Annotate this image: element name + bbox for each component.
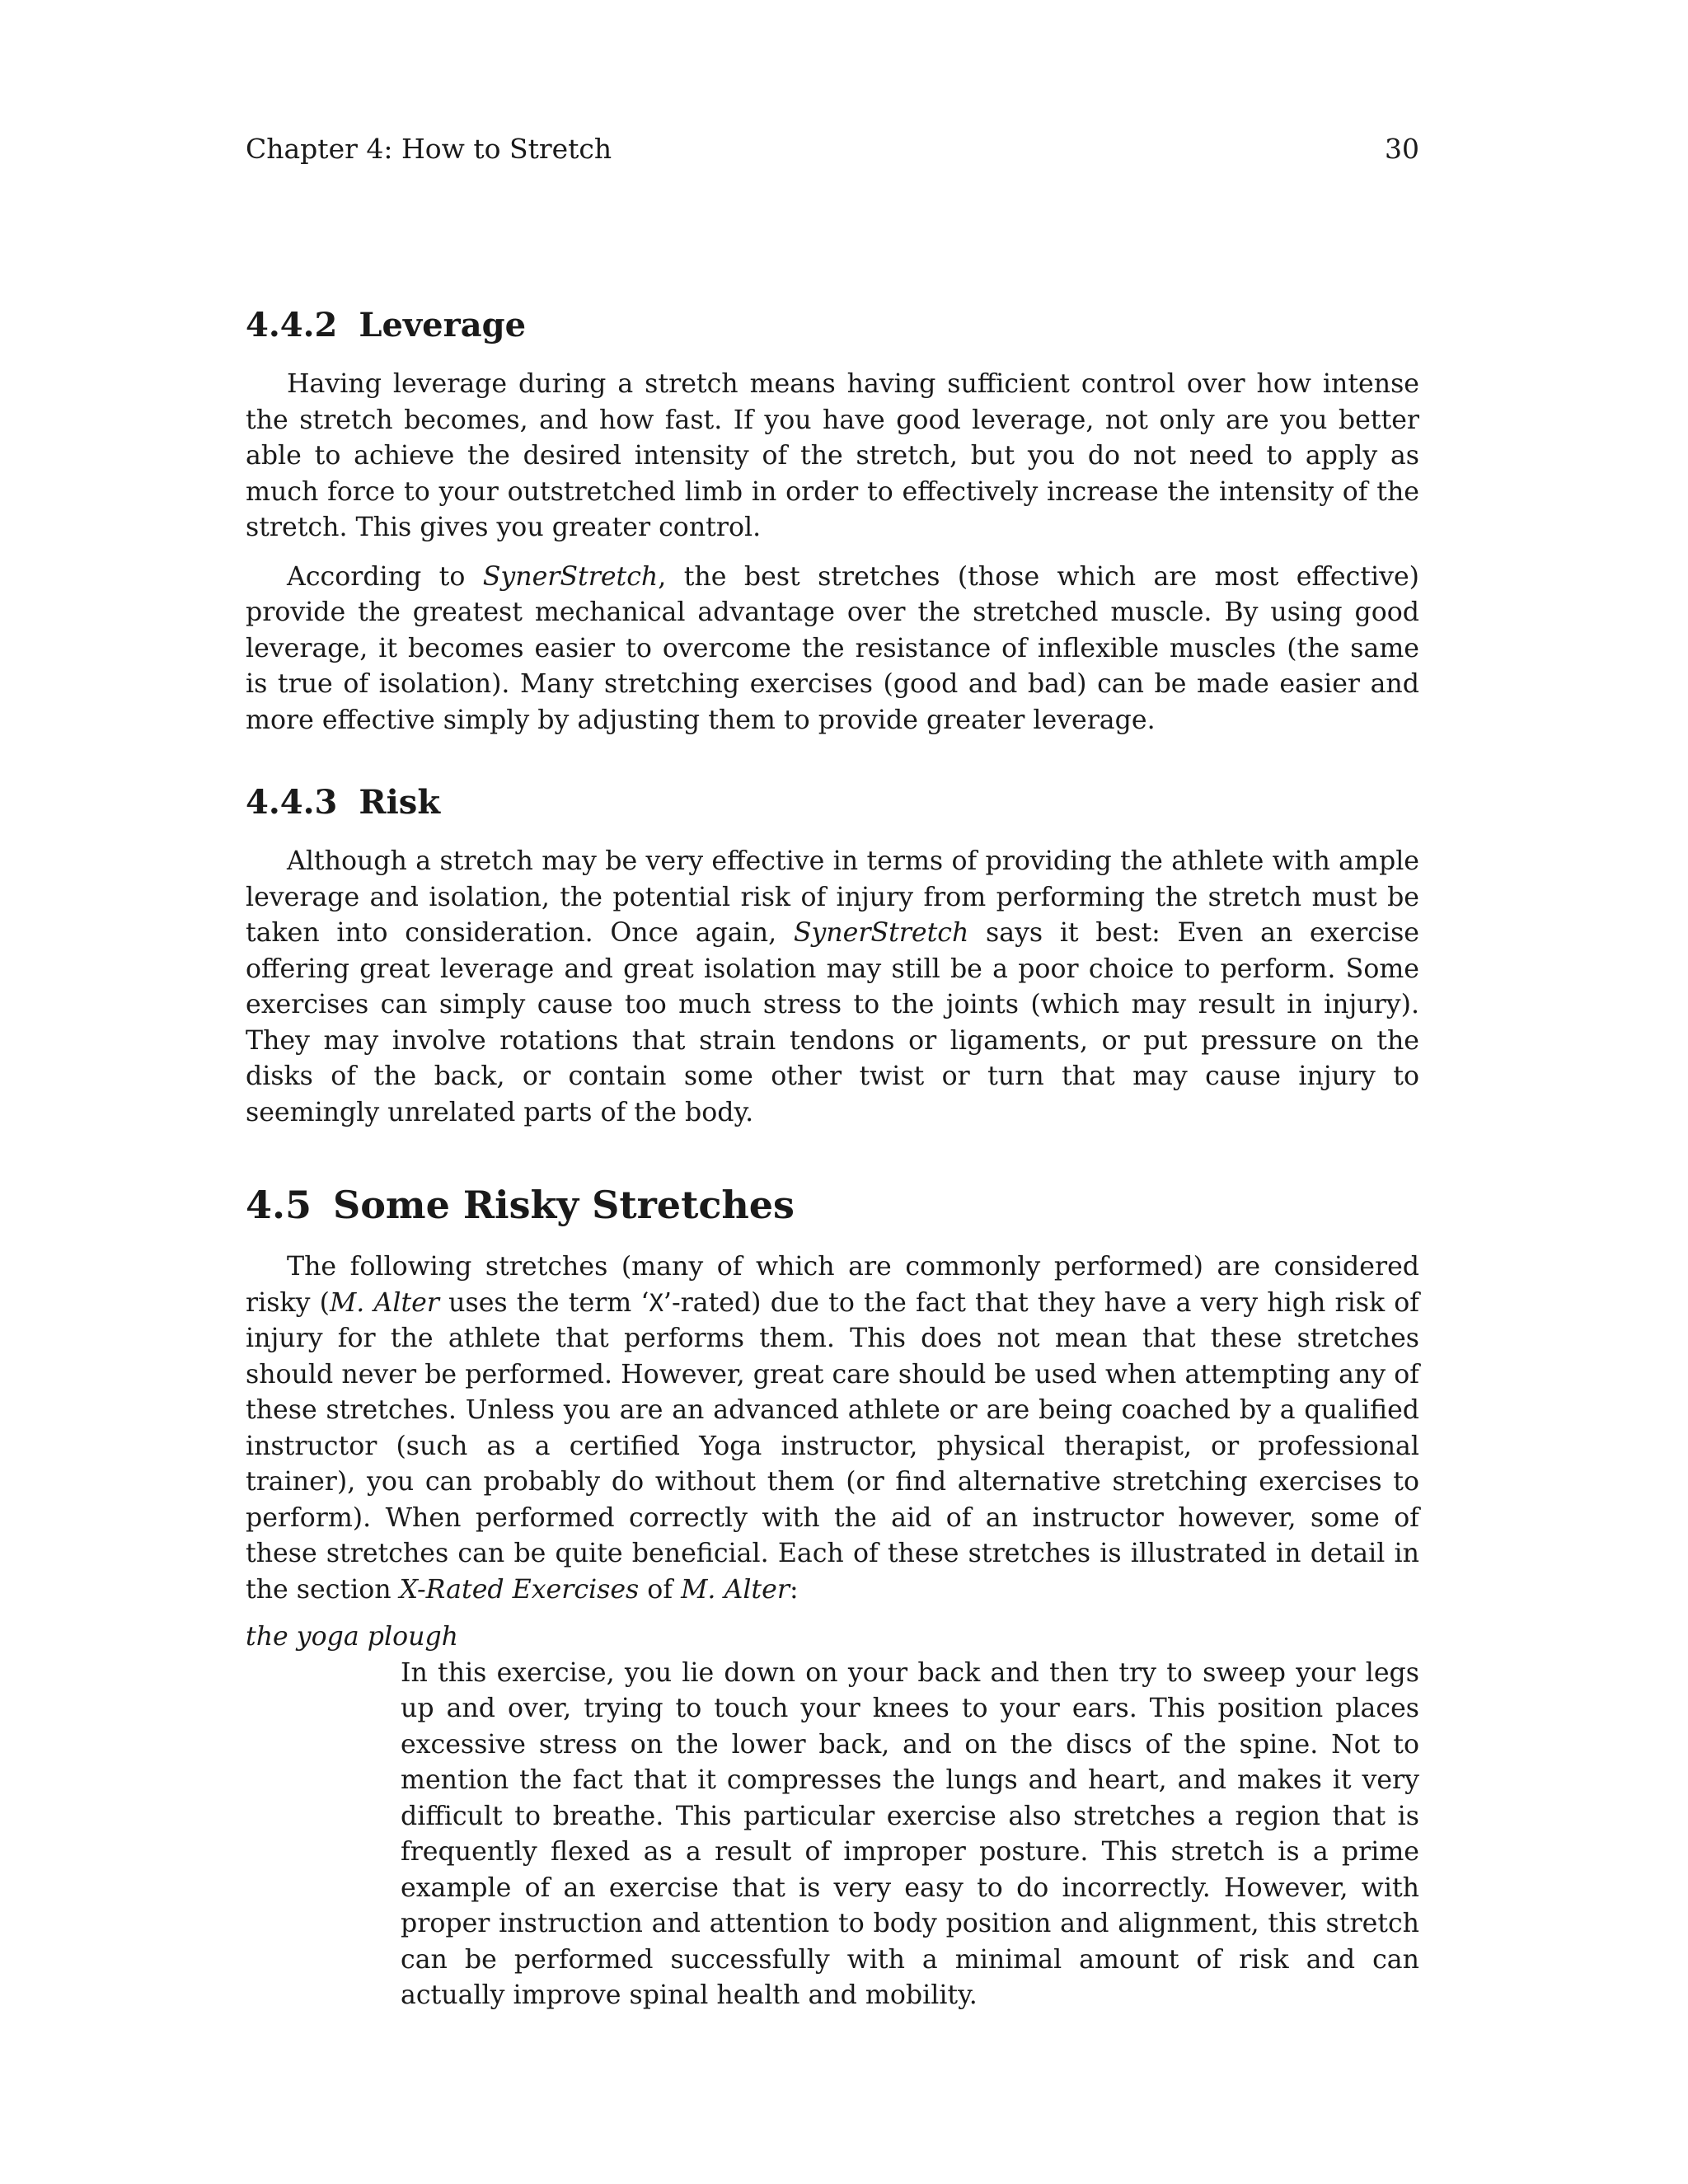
reference-m-alter: M. Alter (681, 1574, 790, 1605)
description-term-yoga-plough: the yoga plough (246, 1622, 459, 1652)
text-run: Although a stretch may be very effective in terms of providing the athlete with ample leverage and isolation, the potential risk of injury from performing the stretch must be taken into consideration. Once again, (246, 846, 1419, 948)
text-run: ’-rated) due to the fact that they have a very high risk of injury for the athlete that performs them. This does not mean that these stretches should never be performed. However, great care should be used when attempting any of these stretches. Unless you are an advanced athlete or are being coached by a qualified instructor (such as a certified Yoga instructor, physical therapist, or professional trainer), you can probably do without them (or find alternative stretching exercises to perform). When performed correctly with the aid of an instructor however, some of these stretches can be quite beneficial. Each of these stretches is illustrated in detail in the section (246, 1287, 1419, 1605)
reference-synerstretch: SynerStretch (482, 561, 659, 592)
text-run: : (789, 1574, 799, 1605)
text-run: of (639, 1574, 682, 1605)
section-number: 4.4.3 (246, 783, 338, 822)
paragraph-leverage-2 (246, 560, 1419, 739)
description-yoga-plough: In this exercise, you lie down on your back and then try to sweep your legs up and over, trying to touch your knees to your ears. This position places excessive stress on the lower back, and on the discs of the spine. Not to mention the fact that it compresses the lungs and heart, and makes it very difficult to breathe. This particular exercise also stretches a region that is frequently flexed as a result of improper posture. This stretch is a prime example of an exercise that is very easy to do incorrectly. However, with proper instruction and attention to body position and alignment, this stretch can be performed successfully with a minimal amount of risk and can actually improve spinal health and mobility. (401, 1657, 1419, 2010)
chapter-title: Chapter 4: How to Stretch (246, 133, 612, 165)
reference-section-x-rated: X-Rated Exercises (399, 1574, 640, 1605)
text-run: According to (287, 561, 483, 592)
section-heading-risk (246, 780, 1419, 826)
section-title: Risk (359, 783, 441, 822)
reference-synerstretch: SynerStretch (793, 918, 969, 948)
paragraph-risky-1 (246, 1249, 1419, 1608)
paragraph-leverage-1: Having leverage during a stretch means having sufficient control over how intense the stretch becomes, and how fast. If you have good leverage, not only are you better able to achieve the desired intensity of the stretch, but you do not need to apply as much force to your outstretched limb in order to effectively increase the intensity of the stretch. This gives you greater control. (246, 369, 1419, 542)
section-number: 4.4.2 (246, 306, 338, 344)
text-run: says it best: Even an exercise offering great leverage and great isolation may still be a poor choice to perform. Some exercises can simply cause too much stress to the joints (which may result in injury). They may involve rotations that strain tendons or ligaments, or put pressure on the disks of the back, or contain some other twist or turn that may cause injury to seemingly unrelated parts of the body. (246, 918, 1420, 1127)
section-number: 4.5 (246, 1183, 312, 1227)
section-title: Some Risky Stretches (333, 1183, 795, 1227)
section-heading-risky-stretches (246, 1179, 1419, 1231)
reference-m-alter: M. Alter (329, 1287, 439, 1318)
x-rating-symbol: X (649, 1288, 663, 1317)
page (246, 128, 1419, 2014)
section-title: Leverage (359, 306, 527, 344)
text-run: uses the term ‘ (438, 1287, 649, 1318)
text-run: , the best stretches (those which are most effective) provide the greatest mechanical advantage over the stretched muscle. By using good leverage, it becomes easier to overcome the resistance of inflexible muscles (the same is true of isolation). Many stretching exercises (good and bad) can be made easier and more effective simply by adjusting them to provide greater leverage. (246, 561, 1419, 735)
section-heading-leverage (246, 302, 1419, 349)
paragraph-risk-1 (246, 844, 1419, 1131)
page-number: 30 (1385, 133, 1419, 165)
text-run: The following stretches (many of which are commonly performed) are considered risky ( (246, 1252, 1419, 1318)
running-header (246, 128, 1419, 171)
